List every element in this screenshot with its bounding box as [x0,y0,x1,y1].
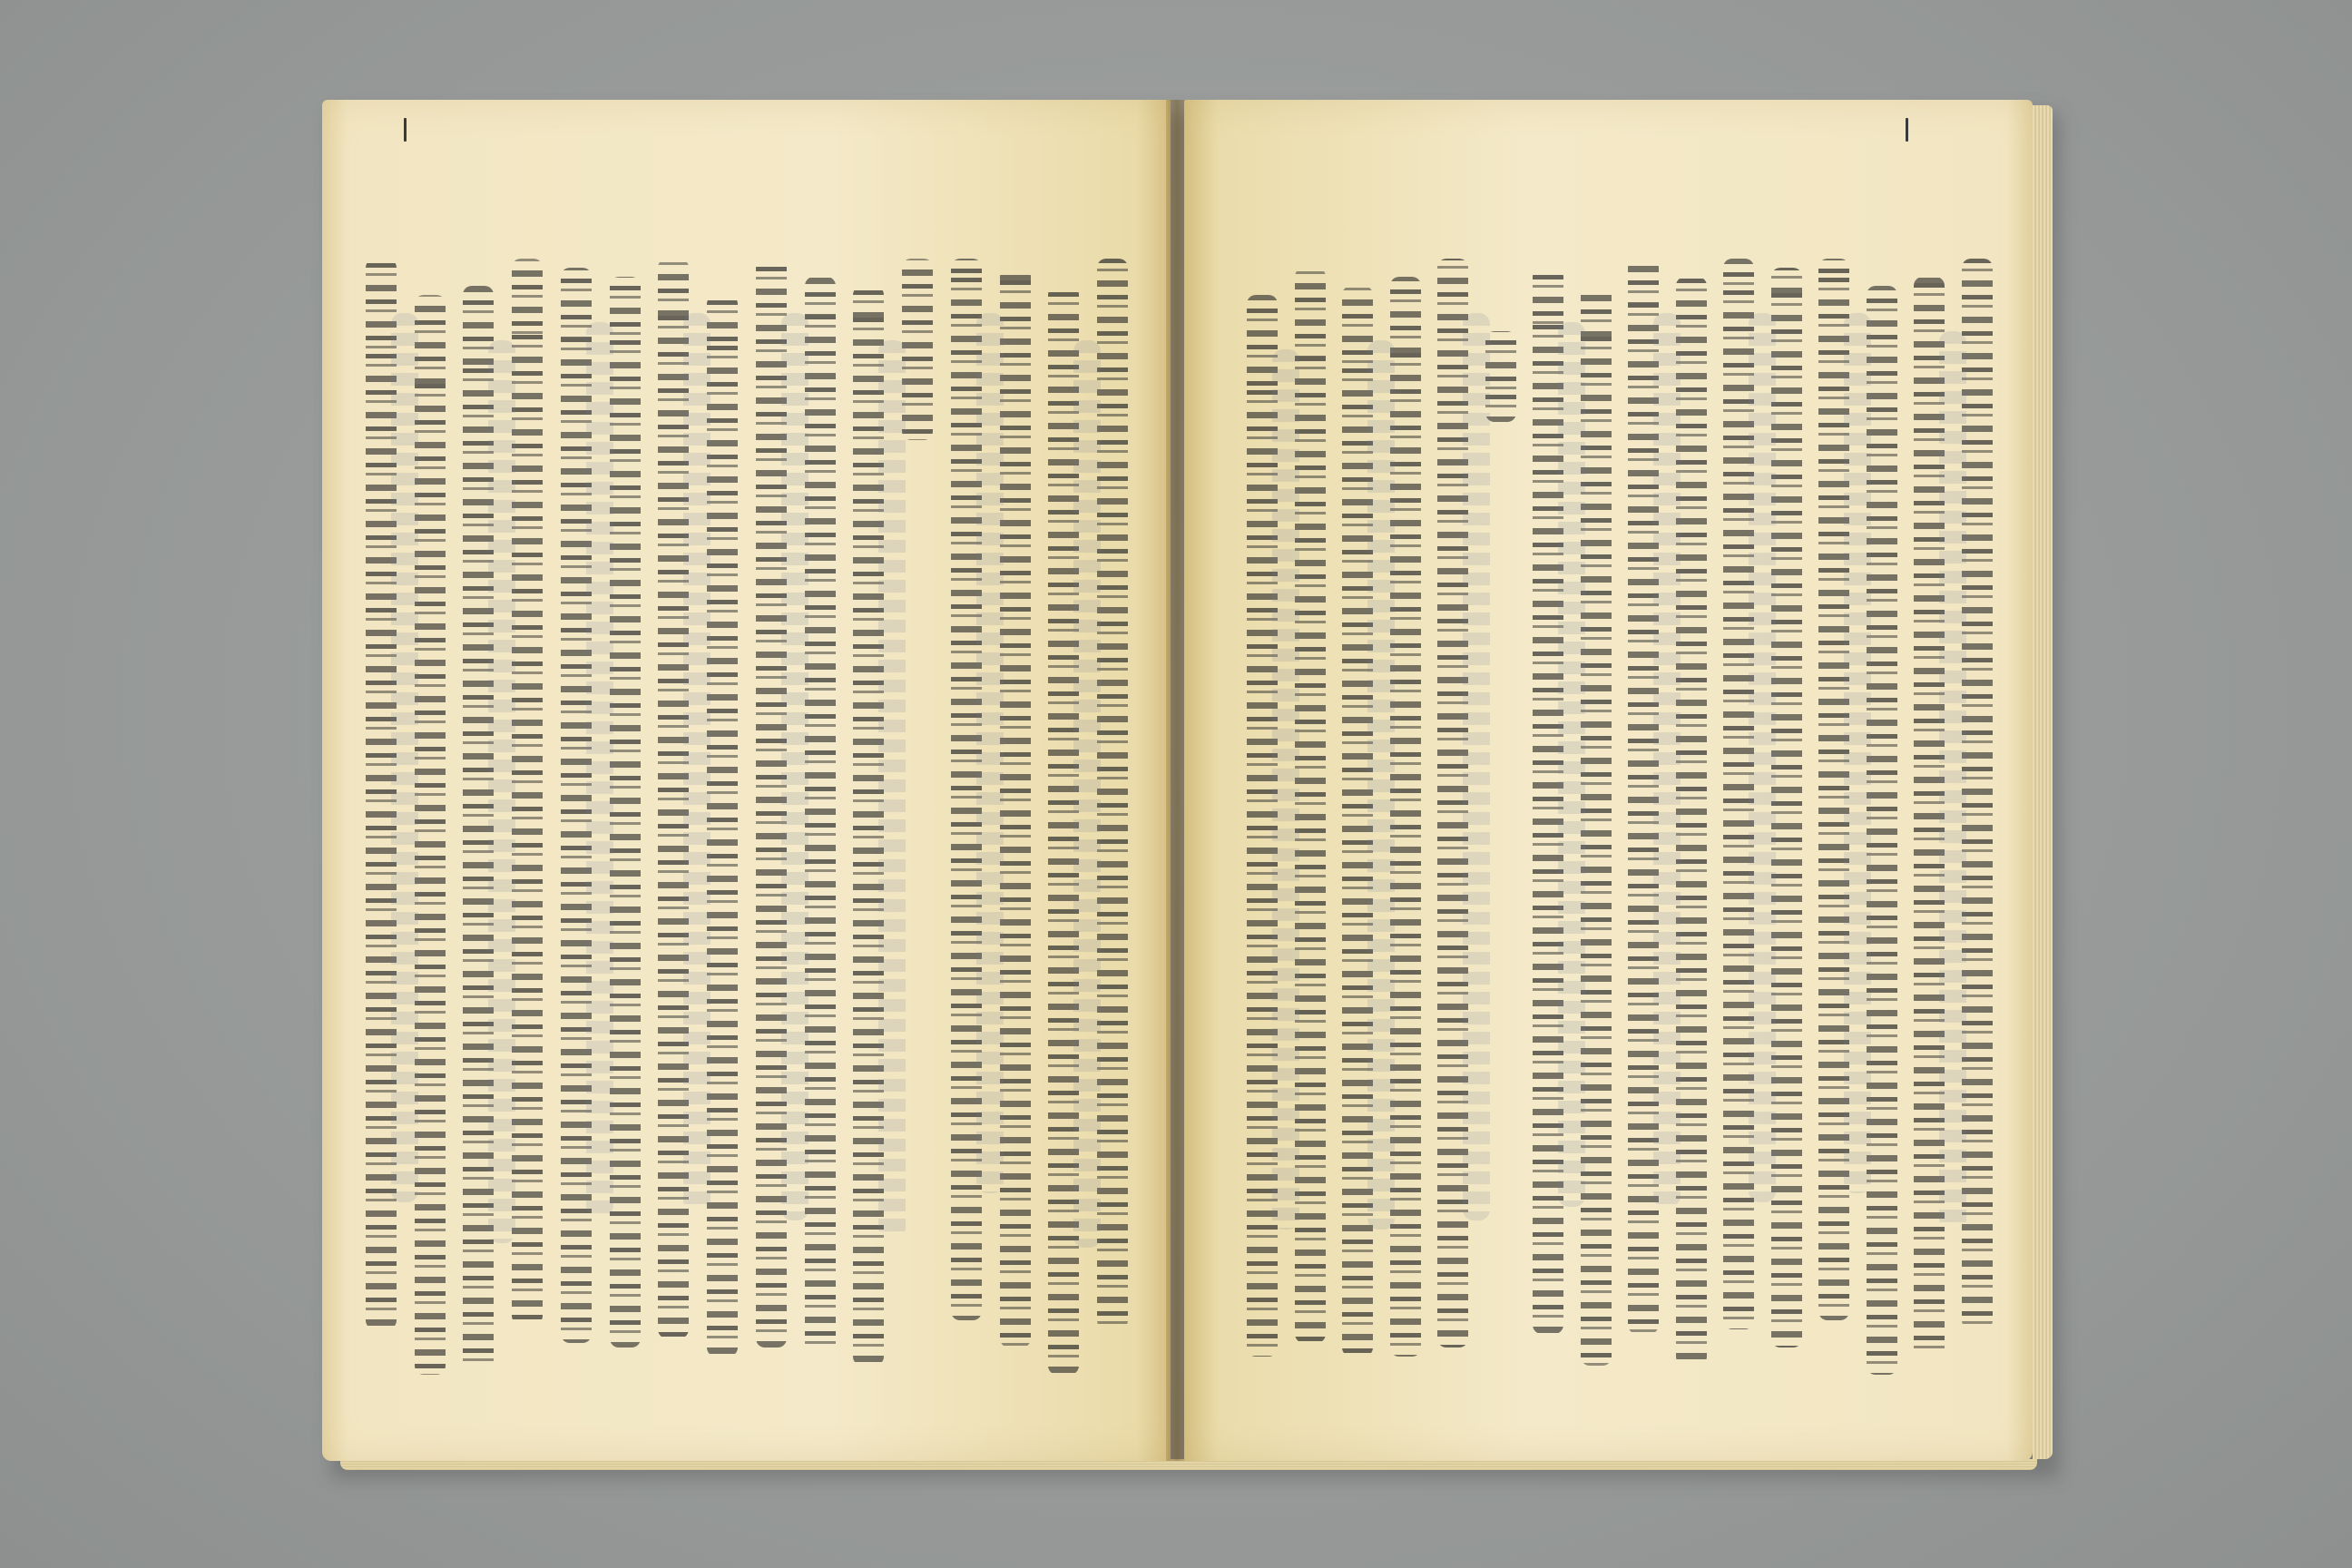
right-page-ink-bleed-through [1749,313,1776,1202]
right-page-ink-bleed-through [1558,322,1585,1207]
left-page-ink-bleed-through [488,340,515,1243]
right-page-handwritten-column-strokes [1485,331,1516,422]
right-page-handwritten-column-strokes [1581,286,1612,1366]
right-page-ink-bleed-through [1653,313,1681,1207]
left-page-ink-bleed-through [391,313,418,1202]
right-page-handwritten-column-strokes [1390,277,1421,1357]
open-book [322,100,2051,1475]
right-page-ink-bleed-through [1272,349,1299,1230]
left-page-mark [404,118,407,142]
left-page-ink-bleed-through [1073,340,1101,1248]
left-page-handwritten-column-strokes [805,277,836,1352]
left-page-handwritten-column-strokes [1000,268,1031,1348]
left-page-handwritten-column-strokes [512,259,543,1325]
left-page-ink-bleed-through [878,340,906,1239]
left-page-ink-bleed-through [781,313,808,1220]
right-page-handwritten-column-strokes [1295,268,1326,1343]
right-page-handwritten-column-strokes [1867,286,1897,1375]
left-page-text-block [357,259,1137,1384]
right-page [1184,100,2033,1461]
right-page-text-block [1239,259,2001,1384]
left-page-handwritten-column-strokes [707,295,738,1357]
right-page-handwritten-column-strokes [1962,259,1993,1329]
right-page-ink-bleed-through [1844,313,1871,1193]
right-page-ink-bleed-through [1939,331,1966,1230]
left-page-ink-bleed-through [683,313,710,1211]
right-page-ink-bleed-through [1463,313,1490,1220]
left-page-ink-bleed-through [976,313,1004,1193]
right-page-ink-bleed-through [1367,340,1395,1230]
left-page [322,100,1171,1461]
right-page-handwritten-column-strokes [1676,277,1707,1366]
left-page-handwritten-column-strokes [415,295,446,1375]
page-edges-right [2033,105,2053,1459]
left-page-handwritten-column-strokes [610,277,641,1348]
left-page-handwritten-column-strokes [1097,259,1128,1329]
right-page-mark [1906,118,1908,142]
left-page-ink-bleed-through [586,322,613,1216]
right-page-handwritten-column-strokes [1771,268,1802,1348]
left-page-handwritten-column-strokes [902,259,933,440]
